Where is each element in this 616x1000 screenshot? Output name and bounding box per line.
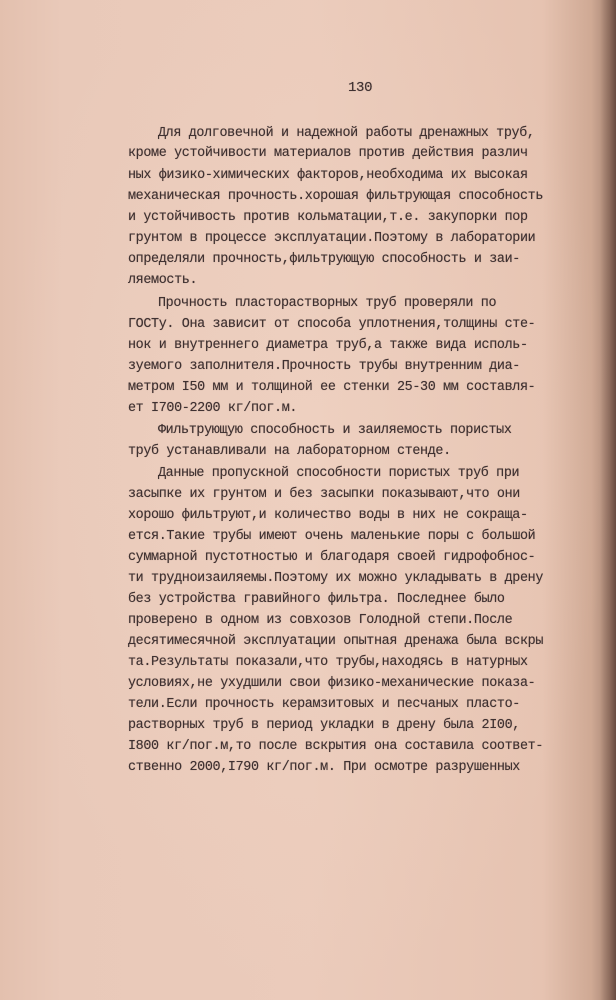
text-line: засыпке их грунтом и без засыпки показывают,что они [128, 487, 520, 502]
page-edge-shadow [600, 0, 616, 1000]
text-line: ственно 2000,I790 кг/пог.м. При осмотре разрушенных [128, 760, 520, 775]
text-line: десятимесячной эксплуатации опытная дренажа была вскры [128, 634, 544, 649]
text-line: та.Результаты показали,что трубы,находясь в натурных [128, 655, 528, 670]
text-line: условиях,не ухудшили свои физико-механические показа- [128, 676, 536, 691]
text-line: зуемого заполнителя.Прочность трубы внутренним диа- [128, 359, 520, 374]
text-line: Фильтрующую способность и заиляемость пористых [158, 423, 512, 438]
text-line: суммарной пустотностью и благодаря своей гидрофобнос- [128, 550, 536, 565]
text-line: тели.Если прочность керамзитовых и песчаных пласто- [128, 697, 520, 712]
text-line: Данные пропускной способности пористых труб при [158, 466, 520, 481]
text-line: нок и внутреннего диаметра труб,а также вида исполь- [128, 338, 528, 353]
text-line: труб устанавливали на лабораторном стенде. [128, 444, 451, 459]
text-line: ных физико-химических факторов,необходима их высокая [128, 168, 528, 183]
text-line: хорошо фильтруют,и количество воды в них не сокраща- [128, 508, 528, 523]
text-line: Прочность пласторастворных труб проверяли по [158, 296, 497, 311]
text-line: определяли прочность,фильтрующую способность и заи- [128, 252, 520, 267]
text-line: ет I700-2200 кг/пог.м. [128, 401, 298, 416]
text-line: метром I50 мм и толщиной ее стенки 25-30 мм составля- [128, 380, 536, 395]
text-line: растворных труб в период укладки в дрену была 2I00, [128, 718, 520, 733]
text-line: ГОСТу. Она зависит от способа уплотнения,толщины сте- [128, 317, 536, 332]
text-line: без устройства гравийного фильтра. Последнее было [128, 592, 505, 607]
text-line: механическая прочность.хорошая фильтрующая способность [128, 189, 544, 204]
text-line: и устойчивость против кольматации,т.е. закупорки пор [128, 210, 528, 225]
text-line: ти трудноизаиляемы.Поэтому их можно укладывать в дрену [128, 571, 544, 586]
text-line: грунтом в процессе эксплуатации.Поэтому в лаборатории [128, 231, 536, 246]
text-line: ется.Такие трубы имеют очень маленькие поры с большой [128, 529, 536, 544]
text-line: Для долговечной и надежной работы дренажных труб, [158, 126, 535, 141]
page-number: 130 [348, 80, 373, 96]
text-line: ляемость. [128, 273, 198, 288]
text-line: проверено в одном из совхозов Голодной степи.После [128, 613, 513, 628]
text-line: I800 кг/пог.м,то после вскрытия она составила соответ- [128, 739, 544, 754]
text-line: кроме устойчивости материалов против действия различ [128, 146, 528, 161]
